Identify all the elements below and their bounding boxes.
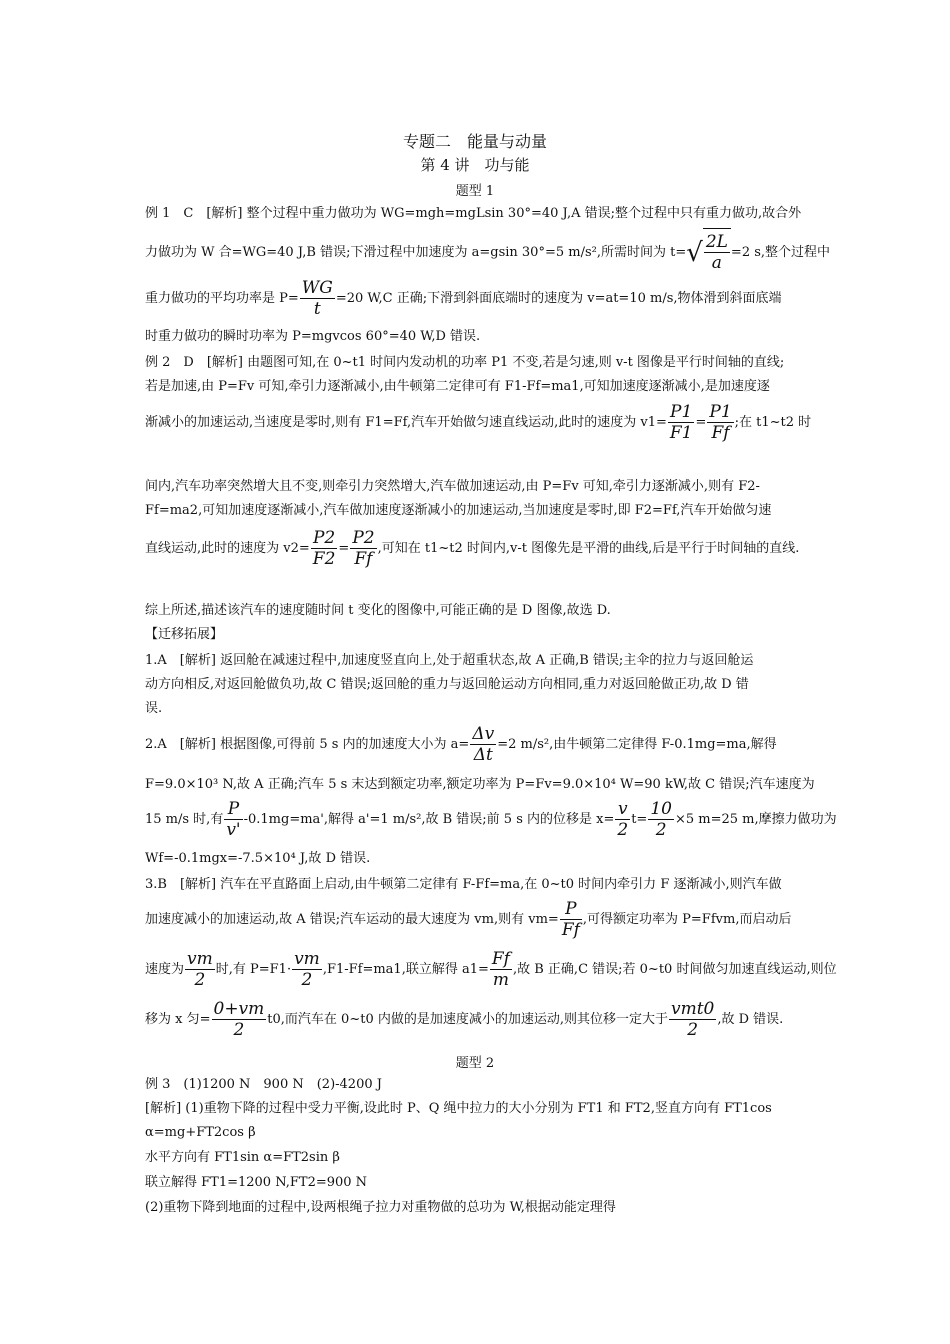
answer-1-line-2: 动方向相反,对返回舱做负功,故 C 错误;返回舱的重力与返回舱运动方向相同,重力对返回舱做正功,故 D 错 (145, 677, 749, 692)
answer-3-line-2: 加速度减小的加速运动,故 A 错误;汽车运动的最大速度为 vm,则有 vm= $\frac{P}{Ff}$ ,可得额定功率为 P=Ffvm,而启动后 (145, 899, 792, 940)
example-2-line-3: 渐减小的加速运动,当速度是零时,则有 F1=Ff,汽车开始做匀速直线运动,此时的速度为 v1= $\frac{P1}{F1}$ = $\frac{P1}{Ff}$ ;在 t1~t2 时 (145, 402, 812, 443)
acceleration-fraction: $\frac{\Delta v}{\Delta t}$ (472, 724, 495, 765)
answer-2-line-4: Wf=-0.1mgx=-7.5×10⁴ J,故 D 错误. (145, 851, 371, 866)
answer-2-line-2: F=9.0×10³ N,故 A 正确;汽车 5 s 末达到额定功率,额定功率为 P=Fv=9.0×10⁴ W=90 kW,故 C 错误;汽车速度为 (145, 777, 815, 792)
answer-3-line-1: 3.B [解析] 汽车在平直路面上启动,由牛顿第二定律有 F-Ff=ma,在 0~t0 时间内牵引力 F 逐渐减小,则汽车做 (145, 877, 782, 892)
answer-1-line-1: 1.A [解析] 返回舱在减速过程中,加速度竖直向上,处于超重状态,故 A 正确,B 错误;主伞的拉力与返回舱运 (145, 653, 754, 668)
v2-fraction-a: $\frac{P2}{F2}$ (312, 528, 336, 569)
transfer-heading: 【迁移拓展】 (145, 627, 224, 642)
example-1-line-3: 重力做功的平均功率是 P= $\frac{WG}{t}$ =20 W,C 正确;下滑到斜面底端时的速度为 v=at=10 m/s,物体滑到斜面底端 (145, 278, 782, 319)
answer-3-line-4: 移为 x 匀= $\frac{0+vm}{2}$ t0,而汽车在 0~t0 内做的是加速度减小的加速运动,则其位移一定大于 $\frac{\text{vmt0}}{2}$ ,故 D 错误. (145, 999, 784, 1040)
v1-fraction-b: $\frac{P1}{Ff}$ (709, 402, 732, 443)
v1-fraction-a: $\frac{P1}{F1}$ (669, 402, 693, 443)
example-1-line-4: 时重力做功的瞬时功率为 P=mgvcos 60°=40 W,D 错误. (145, 329, 481, 344)
ten-over-2-fraction: $\frac{10}{2}$ (650, 799, 672, 840)
answer-2-line-1: 2.A [解析] 根据图像,可得前 5 s 内的加速度大小为 a= $\frac{\Delta v}{\Delta t}$ =2 m/s²,由牛顿第二定律得 F-0.1mg=ma,解得 (145, 724, 777, 765)
power-fraction: $\frac{WG}{t}$ (301, 278, 333, 319)
example-2-line-2: 若是加速,由 P=Fv 可知,牵引力逐渐减小,由牛顿第二定律可有 F1-Ff=ma1,可知加速度逐渐减小,是加速度逐 (145, 379, 770, 394)
example-3-line-2: [解析] (1)重物下降的过程中受力平衡,设此时 P、Q 绳中拉力的大小分别为 FT1 和 FT2,竖直方向有 FT1cos (145, 1101, 772, 1116)
example-3-line-6: (2)重物下降到地面的过程中,设两根绳子拉力对重物做的总功为 W,根据动能定理得 (145, 1200, 616, 1215)
example-2-line-4: 间内,汽车功率突然增大且不变,则牵引力突然增大,汽车做加速运动,由 P=Fv 可知,牵引力逐渐减小,则有 F2- (145, 479, 760, 494)
section-heading-type-2: 题型 2 (455, 1056, 495, 1071)
answer-1-line-3: 误. (145, 701, 163, 716)
uniform-displacement-fraction: $\frac{0+vm}{2}$ (213, 999, 265, 1040)
vm-fraction: $\frac{P}{Ff}$ (561, 899, 580, 940)
ff-over-m-fraction: $\frac{Ff}{m}$ (491, 949, 510, 990)
example-1-line-2: 力做功为 W 合=WG=40 J,B 错误;下滑过程中加速度为 a=gsin 30°=5 m/s²,所需时间为 t=√ $\frac{2L}{a}$ =2 s,整个过程中 (145, 228, 807, 278)
sqrt-numerator: 2L (705, 232, 728, 252)
example-3-line-5: 联立解得 FT1=1200 N,FT2=900 N (145, 1175, 368, 1190)
vm-t0-fraction: $\frac{\text{vmt0}}{2}$ (670, 999, 715, 1040)
section-heading-type-1: 题型 1 (455, 184, 495, 199)
example-1-line-1: 例 1 C [解析] 整个过程中重力做功为 WG=mgh=mgLsin 30°=40 J,A 错误;整个过程中只有重力做功,故合外 (145, 206, 802, 221)
half-vm-fraction-a: $\frac{vm}{2}$ (187, 949, 213, 990)
half-vm-fraction-b: $\frac{vm}{2}$ (294, 949, 320, 990)
document-title: 专题二 能量与动量 (402, 132, 547, 151)
answer-3-line-3: 速度为 $\frac{vm}{2}$ 时,有 P=F1· $\frac{vm}{2}$ ,F1-Ff=ma1,联立解得 a1= $\frac{Ff}{m}$ ,故 B 正确,C 错误;若 0~t0 时间做匀加速直线运动,则位 (145, 949, 837, 990)
example-3-line-3: α=mg+FT2cos β (145, 1125, 256, 1140)
example-2-line-1: 例 2 D [解析] 由题图可知,在 0~t1 时间内发动机的功率 P1 不变,若是匀速,则 v-t 图像是平行时间轴的直线; (145, 355, 785, 370)
example-3-line-4: 水平方向有 FT1sin α=FT2sin β (145, 1150, 340, 1165)
lecture-title: 第 4 讲 功与能 (420, 156, 530, 174)
v2-fraction-b: $\frac{P2}{Ff}$ (352, 528, 375, 569)
answer-2-line-3: 15 m/s 时,有 $\frac{P}{v'}$ -0.1mg=ma',解得 a'=1 m/s²,故 B 错误;前 5 s 内的位移是 x= $\frac{v}{2}$ t= $\frac{10}{2}$ ×5 m=25 m,摩擦力做功为 (145, 799, 837, 840)
example-2-line-5: Ff=ma2,可知加速度逐渐减小,汽车做加速度逐渐减小的加速运动,当加速度是零时,即 F2=Ff,汽车开始做匀速 (145, 503, 772, 518)
p-over-v-fraction: $\frac{P}{v'}$ (226, 799, 241, 840)
v-over-2-fraction: $\frac{v}{2}$ (617, 799, 629, 840)
example-2-line-6: 直线运动,此时的速度为 v2= $\frac{P2}{F2}$ = $\frac{P2}{Ff}$ ,可知在 t1~t2 时间内,v-t 图像先是平滑的曲线,后是平行于时间轴的直线. (145, 528, 800, 569)
example-2-line-7: 综上所述,描述该汽车的速度随时间 t 变化的图像中,可能正确的是 D 图像,故选 D. (145, 603, 611, 618)
sqrt-denominator: a (711, 253, 722, 273)
example-3-line-1: 例 3 (1)1200 N 900 N (2)-4200 J (145, 1077, 382, 1092)
